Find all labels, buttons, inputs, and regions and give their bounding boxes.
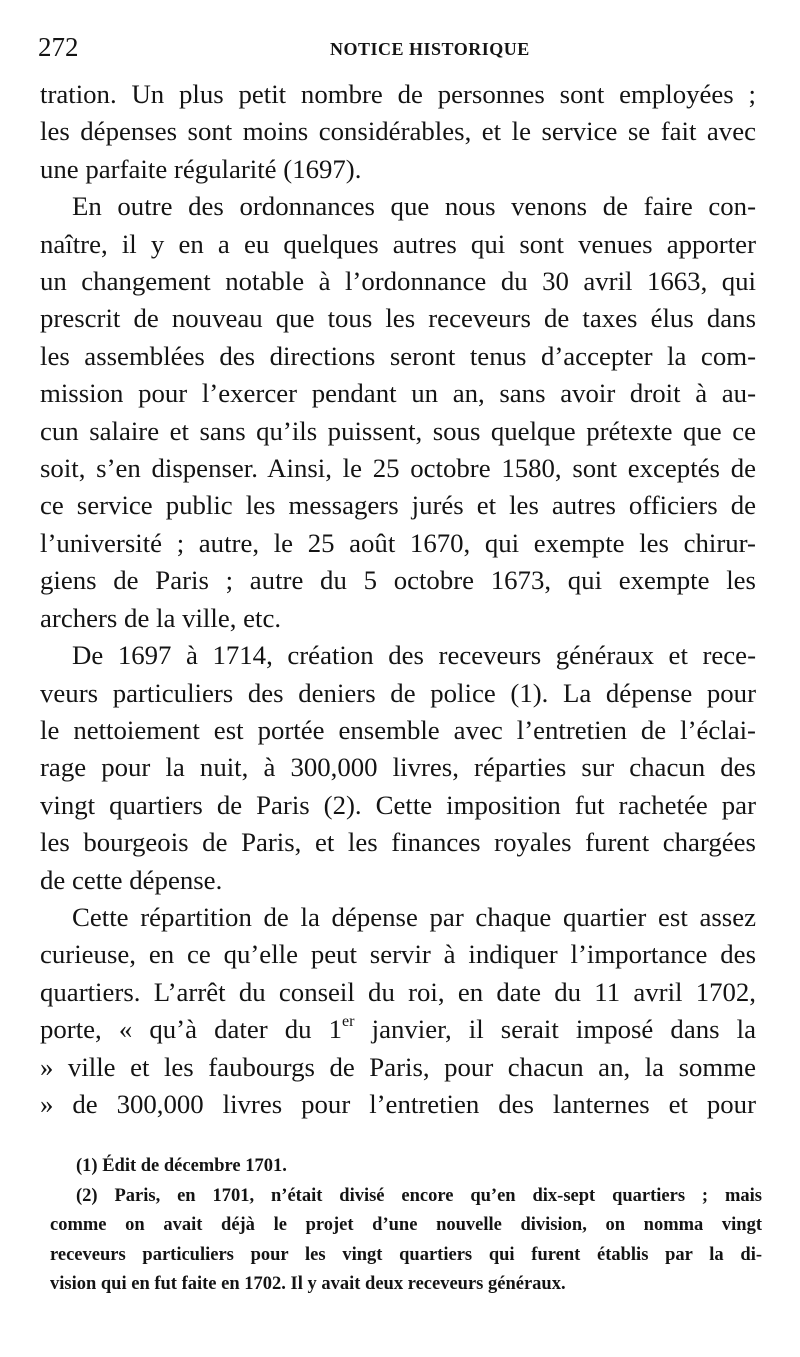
text-line: naître, il y en a eu quelques autres qui sont venues apporter xyxy=(40,228,756,259)
text-line: quartiers. L’arrêt du conseil du roi, en date du 11 avril 1702, xyxy=(40,976,756,1007)
text-line: mission pour l’exercer pendant un an, sans avoir droit à au- xyxy=(40,378,756,409)
page-header xyxy=(38,32,760,66)
text-line: rage pour la nuit, à 300,000 livres, réparties sur chacun des xyxy=(40,752,756,783)
text-line: prescrit de nouveau que tous les receveurs de taxes élus dans xyxy=(40,303,756,334)
running-title: NOTICE HISTORIQUE xyxy=(330,39,530,59)
text-line: Cette répartition de la dépense par chaque quartier est assez xyxy=(72,901,756,932)
text-line: ce service public les messagers jurés et les autres officiers de xyxy=(40,490,756,521)
text-line: vingt quartiers de Paris (2). Cette imposition fut rachetée par xyxy=(40,789,756,820)
text-line: tration. Un plus petit nombre de personnes sont employées ; xyxy=(40,79,756,109)
page-number: 272 xyxy=(38,32,79,62)
text-line: veurs particuliers des deniers de police (1). La dépense pour xyxy=(40,677,756,708)
text-line: l’université ; autre, le 25 août 1670, qui exempte les chirur- xyxy=(40,527,756,558)
footnote-line: vision qui en fut faite en 1702. Il y avait deux receveurs généraux. xyxy=(50,1274,566,1294)
footnotes xyxy=(50,1152,762,1300)
body-text xyxy=(40,76,756,1123)
text-line: » de 300,000 livres pour l’entretien des lanternes et pour xyxy=(40,1088,756,1119)
text-line: archers de la ville, etc. xyxy=(40,602,282,633)
text-segment: porte, « qu’à dater du 1 xyxy=(40,1014,343,1045)
text-line: De 1697 à 1714, création des receveurs généraux et rece- xyxy=(72,640,756,671)
text-line: les assemblées des directions seront tenus d’accepter la com- xyxy=(40,340,756,371)
footnote-line: (2) Paris, en 1701, n’était divisé encore qu’en dix-sept quartiers ; mais xyxy=(76,1185,762,1206)
text-line: le nettoiement est portée ensemble avec l’entretien de l’éclai- xyxy=(40,714,756,745)
text-line: soit, s’en dispenser. Ainsi, le 25 octobre 1580, sont exceptés de xyxy=(40,453,756,484)
text-line: cun salaire et sans qu’ils puissent, sous quelque prétexte que ce xyxy=(40,415,756,446)
text-line: les bourgeois de Paris, et les finances royales furent chargées xyxy=(40,827,756,858)
superscript: er xyxy=(342,1013,355,1031)
footnote-line: receveurs particuliers pour les vingt quartiers qui furent établis par la di- xyxy=(50,1244,762,1265)
text-line: En outre des ordonnances que nous venons de faire con- xyxy=(72,191,756,222)
text-line: curieuse, en ce qu’elle peut servir à indiquer l’importance des xyxy=(40,939,756,970)
footnote-line: comme on avait déjà le projet d’une nouvelle division, on nomma vingt xyxy=(50,1215,762,1235)
footnote-line: (1) Édit de décembre 1701. xyxy=(76,1156,287,1176)
text-line xyxy=(40,1011,756,1048)
text-line: les dépenses sont moins considérables, et le service se fait avec xyxy=(40,116,756,147)
text-line: giens de Paris ; autre du 5 octobre 1673, qui exempte les xyxy=(40,565,756,596)
text-line: une parfaite régularité (1697). xyxy=(40,153,362,184)
text-line: un changement notable à l’ordonnance du 30 avril 1663, qui xyxy=(40,266,756,297)
text-segment: janvier, il serait imposé dans la xyxy=(354,1014,756,1045)
text-line: de cette dépense. xyxy=(40,864,223,895)
text-line: » ville et les faubourgs de Paris, pour chacun an, la somme xyxy=(40,1051,756,1082)
